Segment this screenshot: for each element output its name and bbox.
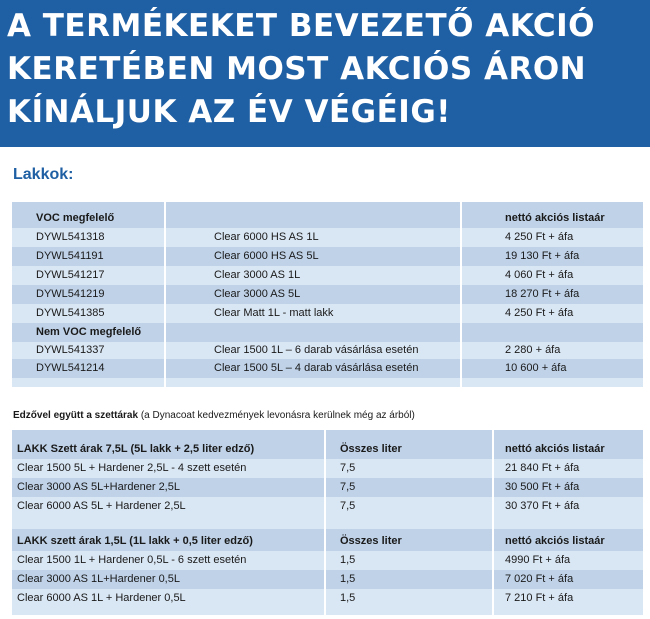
- table-row: [12, 342, 643, 359]
- set-liter: 7,5: [340, 462, 356, 474]
- product-name: Clear 3000 AS 5L: [214, 288, 301, 300]
- column-divider: [492, 430, 494, 615]
- header-nonvoc-label: Nem VOC megfelelő: [36, 326, 142, 338]
- szett-title-note: (a Dynacoat kedvezmények levonásra kerülnek még az árból): [138, 410, 415, 421]
- product-name: Clear 6000 HS AS 1L: [214, 231, 319, 243]
- product-price: 4 250 Ft + áfa: [505, 231, 574, 243]
- set-price: 30 500 Ft + áfa: [505, 481, 580, 493]
- product-price: 4 250 Ft + áfa: [505, 307, 574, 319]
- group1-price-header: nettó akciós listaár: [505, 443, 605, 455]
- product-name: Clear 1500 5L – 4 darab vásárlása esetén: [214, 362, 419, 374]
- set-name: Clear 3000 AS 5L+Hardener 2,5L: [17, 481, 180, 493]
- product-code: DYWL541337: [36, 344, 105, 356]
- header-voc-label: VOC megfelelő: [36, 212, 115, 224]
- table-bottom-stripe: [12, 378, 643, 387]
- product-code: DYWL541219: [36, 288, 105, 300]
- table-header-nonvoc: [12, 323, 643, 342]
- column-divider: [324, 430, 326, 615]
- product-code: DYWL541385: [36, 307, 105, 319]
- group2-header-label: LAKK szett árak 1,5L (1L lakk + 0,5 liter edző): [17, 535, 253, 547]
- table-row: [12, 304, 643, 323]
- set-liter: 1,5: [340, 554, 356, 566]
- product-price: 18 270 Ft + áfa: [505, 288, 580, 300]
- header-price-label: nettó akciós listaár: [505, 212, 605, 224]
- table-bottom-stripe: [12, 608, 643, 615]
- section-title-lakkok: Lakkok:: [13, 166, 74, 183]
- banner-line-3: KÍNÁLJUK AZ ÉV VÉGÉIG!: [7, 94, 451, 130]
- product-code: DYWL541217: [36, 269, 105, 281]
- set-price: 7 210 Ft + áfa: [505, 592, 574, 604]
- set-name: Clear 6000 AS 5L + Hardener 2,5L: [17, 500, 186, 512]
- table-row: [12, 497, 643, 516]
- table-row: [12, 459, 643, 478]
- product-name: Clear 3000 AS 1L: [214, 269, 301, 281]
- set-price: 21 840 Ft + áfa: [505, 462, 580, 474]
- set-liter: 1,5: [340, 573, 356, 585]
- product-name: Clear 6000 HS AS 5L: [214, 250, 319, 262]
- table-row: [12, 570, 643, 589]
- table-row: [12, 266, 643, 285]
- set-price: 30 370 Ft + áfa: [505, 500, 580, 512]
- set-name: Clear 1500 1L + Hardener 0,5L - 6 szett esetén: [17, 554, 247, 566]
- szett-title-bold: Edzővel együtt a szettárak: [13, 410, 139, 421]
- set-name: Clear 3000 AS 1L+Hardener 0,5L: [17, 573, 180, 585]
- product-code: DYWL541191: [36, 250, 104, 262]
- table-row: [12, 478, 643, 497]
- group2-liter-header: Összes liter: [340, 535, 402, 547]
- group2-header: [12, 529, 643, 551]
- table-row: [12, 551, 643, 570]
- section-title-szett: [13, 410, 415, 421]
- banner-line-1: A TERMÉKEKET BEVEZETŐ AKCIÓ: [7, 8, 596, 44]
- table-top-stripe: [12, 430, 643, 437]
- set-price: 4990 Ft + áfa: [505, 554, 571, 566]
- group1-header: [12, 437, 643, 459]
- set-liter: 7,5: [340, 481, 356, 493]
- table-row: [12, 359, 643, 378]
- product-code: DYWL541318: [36, 231, 105, 243]
- banner-line-2: KERETÉBEN MOST AKCIÓS ÁRON: [7, 51, 587, 87]
- product-price: 19 130 Ft + áfa: [505, 250, 580, 262]
- set-name: Clear 1500 5L + Hardener 2,5L - 4 szett esetén: [17, 462, 247, 474]
- product-name: Clear Matt 1L - matt lakk: [214, 307, 334, 319]
- set-price: 7 020 Ft + áfa: [505, 573, 574, 585]
- table-row: [12, 285, 643, 304]
- product-name: Clear 1500 1L – 6 darab vásárlása esetén: [214, 344, 419, 356]
- product-code: DYWL541214: [36, 362, 105, 374]
- product-price: 2 280 + áfa: [505, 344, 561, 356]
- column-divider: [164, 202, 166, 387]
- set-liter: 7,5: [340, 500, 356, 512]
- group2-price-header: nettó akciós listaár: [505, 535, 605, 547]
- table-spacer: [12, 516, 643, 529]
- promo-banner: [0, 0, 650, 147]
- set-name: Clear 6000 AS 1L + Hardener 0,5L: [17, 592, 186, 604]
- table-header-voc: [12, 209, 643, 228]
- column-divider: [460, 202, 462, 387]
- product-price: 10 600 + áfa: [505, 362, 567, 374]
- table-row: [12, 247, 643, 266]
- product-price: 4 060 Ft + áfa: [505, 269, 574, 281]
- table-row: [12, 589, 643, 608]
- table-top-stripe: [12, 202, 643, 209]
- group1-liter-header: Összes liter: [340, 443, 402, 455]
- set-liter: 1,5: [340, 592, 356, 604]
- group1-header-label: LAKK Szett árak 7,5L (5L lakk + 2,5 liter edző): [17, 443, 255, 455]
- table-row: [12, 228, 643, 247]
